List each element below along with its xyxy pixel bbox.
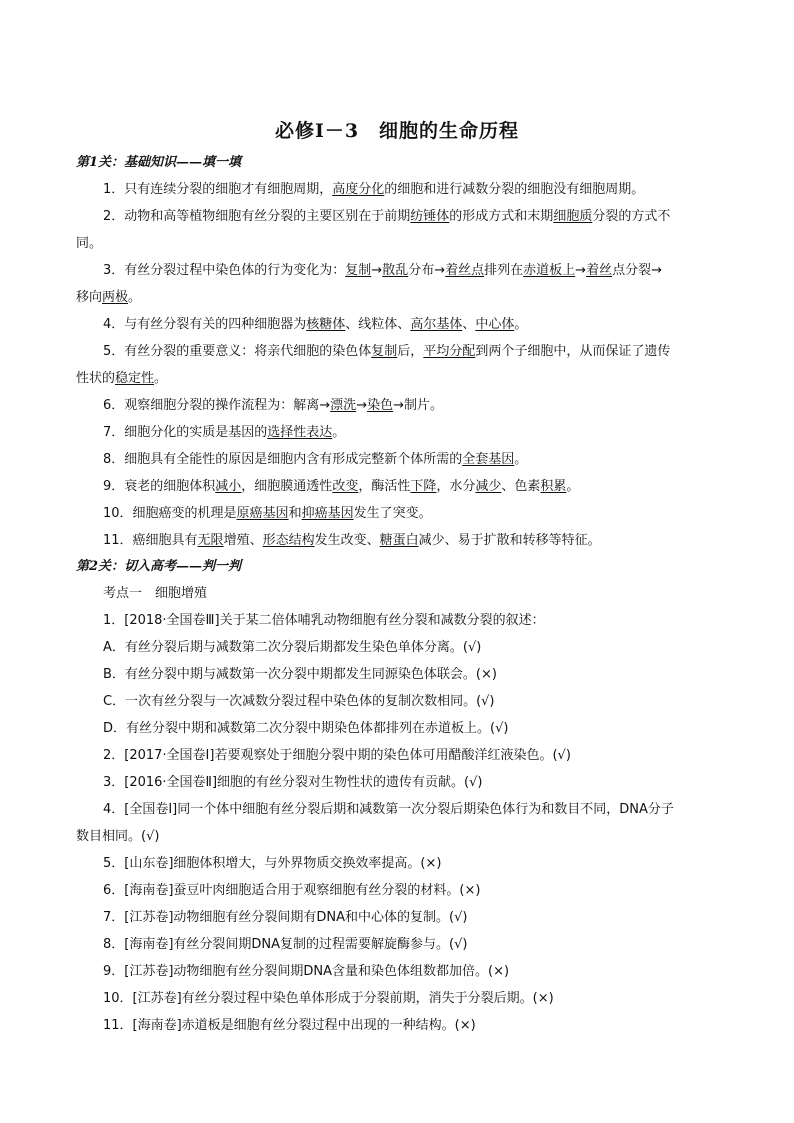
list-item [76,257,718,311]
text-segment: 7．[江苏卷]动物细胞有丝分裂间期有DNA和中心体的复制。(√) [103,910,468,925]
list-item [76,392,718,419]
underlined-answer: 散乱 [382,263,409,278]
text-segment: 6．观察细胞分裂的操作流程为：解离→ [103,398,331,413]
text-line [76,527,718,554]
text-segment: 的细胞和进行减数分裂的细胞没有细胞周期。 [384,182,645,197]
text-segment: A．有丝分裂后期与减数第二次分裂后期都发生染色单体分离。(√) [103,640,482,655]
underlined-answer: 全套基因 [462,452,515,467]
text-line [76,607,718,634]
text-segment: B．有丝分裂中期与减数第一次分裂中期都发生同源染色体联会。(×) [103,667,497,682]
topic-heading: 考点一 细胞增殖 [103,586,208,601]
underlined-answer: 纺锤体 [410,209,450,224]
text-segment: ，水分 [436,479,476,494]
text-line [76,230,718,257]
underlined-answer: 细胞质 [553,209,593,224]
list-item [76,715,718,742]
underlined-answer: 赤道板上 [523,263,576,278]
text-segment: 。 [514,452,528,467]
text-segment: C．一次有丝分裂与一次减数分裂过程中染色体的复制次数相同。(√) [103,694,495,709]
text-segment: 和 [288,506,302,521]
text-segment: → [356,398,368,413]
list-item [76,473,718,500]
text-segment: ，酶活性 [358,479,411,494]
text-line [76,769,718,796]
text-segment: 11．癌细胞具有 [103,533,198,548]
text-segment: 同。 [76,236,103,251]
list-item [76,446,718,473]
text-segment: 。 [128,290,142,305]
underlined-answer: 高尔基体 [410,317,463,332]
text-line [76,850,718,877]
text-segment: 的形成方式和末期 [449,209,554,224]
underlined-answer: 无限 [197,533,224,548]
document-body [76,150,718,1039]
text-line [76,365,718,392]
text-segment: 5．[山东卷]细胞体积增大，与外界物质交换效率提高。(×) [103,856,442,871]
text-segment: 分布→ [408,263,446,278]
text-segment: 分裂的方式不 [592,209,671,224]
text-segment: 。 [514,317,528,332]
text-line [76,338,718,365]
list-item [76,419,718,446]
text-segment: 数目相同。(√) [76,829,160,844]
text-segment: 4．[全国卷Ⅰ]同一个体中细胞有丝分裂后期和减数第一次分裂后期染色体行为和数目不同，DNA分子 [103,802,674,817]
text-line [76,311,718,338]
text-segment: 3．[2016·全国卷Ⅱ]细胞的有丝分裂对生物性状的遗传有贡献。(√) [103,775,483,790]
text-segment: 3．有丝分裂过程中染色体的行为变化为： [103,263,346,278]
text-segment: 1．[2018·全国卷Ⅲ]关于某二倍体哺乳动物细胞有丝分裂和减数分裂的叙述： [103,613,545,628]
list-item [76,796,718,850]
text-line [76,257,718,284]
text-line [76,931,718,958]
text-segment: 、 [462,317,476,332]
text-segment: 。 [566,479,580,494]
underlined-answer: 漂洗 [330,398,357,413]
underlined-answer: 糖蛋白 [379,533,419,548]
section-heading: 第1关：基础知识——填一填 [76,155,242,170]
underlined-answer: 积累 [540,479,567,494]
text-segment: 到两个子细胞中，从而保证了遗传 [475,344,671,359]
underlined-answer: 减小 [215,479,242,494]
text-segment: → [371,263,383,278]
underlined-answer: 抑癌基因 [301,506,354,521]
text-segment: → [575,263,587,278]
list-item [76,769,718,796]
underlined-answer: 选择性表达 [267,425,333,440]
text-line [76,985,718,1012]
text-line [76,958,718,985]
text-line [76,715,718,742]
underlined-answer: 着丝点 [445,263,485,278]
text-segment: 9．衰老的细胞体积 [103,479,216,494]
list-item [76,877,718,904]
underlined-answer: 两极 [102,290,129,305]
text-line [76,634,718,661]
list-item [76,634,718,661]
text-line [76,823,718,850]
list-item [76,904,718,931]
text-segment: D．有丝分裂中期和减数第二次分裂中期染色体都排列在赤道板上。(√) [103,721,509,736]
text-segment: 性状的 [76,371,116,386]
list-item [76,338,718,392]
text-line [76,284,718,311]
underlined-answer: 形态结构 [262,533,315,548]
section-basic-knowledge [76,176,718,554]
text-segment: 排列在 [484,263,524,278]
list-item [76,958,718,985]
text-segment: 1．只有连续分裂的细胞才有细胞周期， [103,182,333,197]
text-line [76,473,718,500]
text-segment: 5．有丝分裂的重要意义：将亲代细胞的染色体 [103,344,372,359]
underlined-answer: 改变 [332,479,359,494]
text-segment: 8．细胞具有全能性的原因是细胞内含有形成完整新个体所需的 [103,452,463,467]
text-segment: 增殖、 [223,533,263,548]
text-segment: 发生了突变。 [353,506,432,521]
text-segment: 。 [154,371,168,386]
text-segment: 10．[江苏卷]有丝分裂过程中染色单体形成于分裂前期，消失于分裂后期。(×) [103,991,554,1006]
text-segment: 点分裂→ [612,263,662,278]
text-segment: 、色素 [501,479,541,494]
underlined-answer: 复制 [371,344,398,359]
underlined-answer: 稳定性 [115,371,155,386]
text-line [76,500,718,527]
list-item [76,527,718,554]
text-line [76,904,718,931]
text-line [76,661,718,688]
text-segment: 移向 [76,290,103,305]
list-item [76,688,718,715]
text-segment: 8．[海南卷]有丝分裂间期DNA复制的过程需要解旋酶参与。(√) [103,937,468,952]
text-line [76,419,718,446]
page-title: 必修Ⅰ－3 细胞的生命历程 [274,120,520,142]
underlined-answer: 中心体 [475,317,515,332]
list-item [76,931,718,958]
text-segment: ，细胞膜通透性 [241,479,333,494]
text-segment: 2．动物和高等植物细胞有丝分裂的主要区别在于前期 [103,209,411,224]
text-segment: 10．细胞癌变的机理是 [103,506,237,521]
text-segment: 、线粒体、 [345,317,411,332]
text-segment: 后， [397,344,424,359]
underlined-answer: 高度分化 [332,182,385,197]
text-line [76,877,718,904]
list-item [76,500,718,527]
underlined-answer: 减少 [475,479,502,494]
text-segment: 11．[海南卷]赤道板是细胞有丝分裂过程中出现的一种结构。(×) [103,1018,476,1033]
list-item [76,203,718,257]
section-exam-judgement [76,607,718,1039]
text-line [76,392,718,419]
text-segment: 减少、易于扩散和转移等特征。 [418,533,601,548]
list-item [76,311,718,338]
text-line [76,176,718,203]
text-line [76,688,718,715]
underlined-answer: 复制 [345,263,372,278]
text-segment: 4．与有丝分裂有关的四种细胞器为 [103,317,307,332]
text-line [76,203,718,230]
text-segment: →制片。 [393,398,444,413]
section-heading: 第2关：切入高考——判一判 [76,559,242,574]
list-item [76,985,718,1012]
list-item [76,176,718,203]
underlined-answer: 着丝 [586,263,613,278]
underlined-answer: 下降 [410,479,437,494]
text-line [76,446,718,473]
text-line [76,742,718,769]
list-item [76,1012,718,1039]
text-segment: 7．细胞分化的实质是基因的 [103,425,268,440]
text-line [76,1012,718,1039]
text-segment: 发生改变、 [314,533,380,548]
text-segment: 。 [332,425,346,440]
list-item [76,742,718,769]
underlined-answer: 染色 [367,398,394,413]
text-segment: 2．[2017·全国卷Ⅰ]若要观察处于细胞分裂中期的染色体可用醋酸洋红液染色。(√) [103,748,571,763]
list-item [76,850,718,877]
underlined-answer: 原癌基因 [236,506,289,521]
text-line [76,796,718,823]
list-item [76,607,718,634]
underlined-answer: 平均分配 [423,344,476,359]
text-segment: 6．[海南卷]蚕豆叶肉细胞适合用于观察细胞有丝分裂的材料。(×) [103,883,481,898]
underlined-answer: 核糖体 [306,317,346,332]
text-segment: 9．[江苏卷]动物细胞有丝分裂间期DNA含量和染色体组数都加倍。(×) [103,964,510,979]
list-item [76,661,718,688]
